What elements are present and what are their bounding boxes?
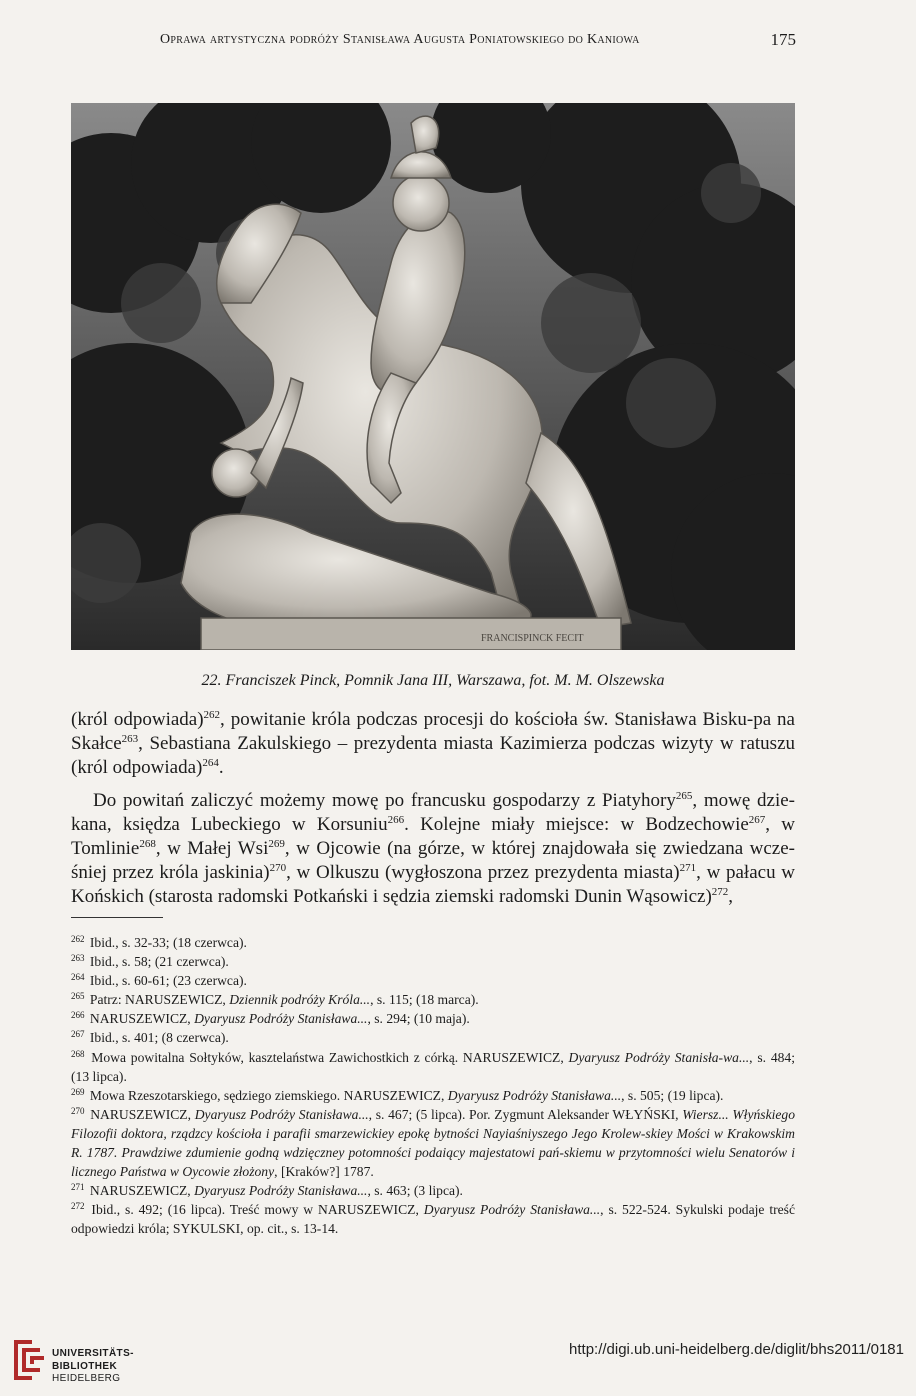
footnote-ref: 271: [679, 862, 697, 874]
digital-library-url[interactable]: http://digi.ub.uni-heidelberg.de/diglit/bhs2011/0181: [569, 1341, 904, 1358]
text-run: , w Małej Wsi: [155, 838, 269, 859]
footnote-ref: 269: [71, 1086, 85, 1097]
footnote: [71, 1048, 795, 1086]
text-run: , s. 505; (19 lipca).: [621, 1087, 724, 1103]
footnote: [71, 952, 795, 971]
running-head: [100, 30, 800, 52]
text-run: , w Ojcowie (na górze, w której znajdowała się zwiedzana wcze-śniej przez króla jaskinia): [71, 838, 795, 883]
library-mark-icon: [12, 1334, 48, 1382]
footnote: [71, 1181, 795, 1200]
body-text: [71, 708, 795, 909]
text-run: .: [218, 757, 224, 778]
text-run: , s. 294; (10 maja).: [367, 1011, 470, 1027]
library-name-line1: UNIVERSITÄTS-: [52, 1348, 134, 1359]
footnote-ref: 265: [675, 790, 693, 802]
footnote-ref: 267: [748, 814, 766, 826]
footnote-ref: 262: [203, 709, 221, 721]
footnote: [71, 971, 795, 990]
text-run: NARUSZEWICZ,: [86, 1106, 195, 1122]
text-run: , mowę dzie-kana, księdza Lubeckiego w Korsuniu: [71, 790, 796, 835]
text-run: , s. 484; (13 lipca).: [71, 1049, 795, 1084]
footnote: [71, 1009, 795, 1028]
footnote-ref: 264: [202, 757, 219, 769]
paragraph-1: [71, 708, 795, 780]
italic-title: Wiersz... Włyńskiego Filozofii doktora, rządzcy kościoła i parafii smarzewickiey epokę bytności Nayiaśniyszego Jego Krolew-skiey Mości w Krakowskim R. 1787. Prawdziwe zdumienie godną wdzięczney potomności podaiący majestatowi pań-skiemu w przytomności wielu Senatorów i licznego Państwa w Oycowie złożony: [71, 1106, 796, 1180]
text-run: Mowa powitalna Sołtyków, kasztelaństwa Zawichostkich z córką. NARUSZEWICZ,: [86, 1049, 569, 1065]
footnote: [71, 1086, 795, 1105]
text-run: , w Olkuszu (wygłoszona przez prezydenta miasta): [286, 862, 680, 883]
text-run: Ibid., s. 401; (8 czerwca).: [86, 1030, 229, 1046]
statue-signature: FRANCISPINCK FECIT: [481, 633, 584, 644]
text-run: Ibid., s. 32-33; (18 czerwca).: [86, 935, 247, 950]
text-run: Do powitań zaliczyć możemy mowę po francusku gospodarzy z Piatyhory: [93, 790, 676, 811]
footnote: [71, 990, 795, 1009]
library-logo: [12, 1334, 152, 1382]
page-number: 175: [770, 30, 796, 49]
text-run: , s. 463; (3 lipca).: [367, 1183, 463, 1199]
text-run: NARUSZEWICZ,: [86, 1183, 195, 1199]
italic-title: Dyaryusz Podróży Stanisława...: [194, 1183, 368, 1199]
italic-title: Dyaryusz Podróży Stanisława...: [447, 1087, 622, 1103]
figure-caption: 22. Franciszek Pinck, Pomnik Jana III, Warszawa, fot. M. M. Olszewska: [201, 672, 665, 689]
text-run: , powitanie króla podczas procesji do kościoła św. Stanisława Bisku-pa na Skałce: [71, 709, 795, 754]
footnote-rule: [71, 917, 163, 918]
footnotes: [71, 933, 795, 1239]
text-run: (król odpowiada): [71, 709, 204, 730]
footnote-ref: 269: [268, 838, 285, 850]
footnote: [71, 1105, 795, 1181]
text-run: Ibid., s. 492; (16 lipca). Treść mowy w NARUSZEWICZ,: [86, 1202, 424, 1218]
text-run: , w pałacu w Końskich (starosta radomski Potkański i sędzia ziemski radomski Dunin Wąsowicz): [71, 862, 795, 907]
text-run: , s. 522-524. Sykulski podaje treść odpowiedzi króla; SYKULSKI, op. cit., s. 13-14.: [71, 1202, 795, 1237]
footnote-ref: 266: [71, 1010, 85, 1021]
footnote: [71, 1200, 795, 1238]
footnote: [71, 933, 795, 952]
footnote-ref: 268: [139, 838, 156, 850]
paragraph-2: [71, 789, 795, 909]
footnote: [71, 1028, 795, 1047]
footnote-ref: 272: [711, 886, 729, 898]
text-run: Mowa Rzeszotarskiego, sędziego ziemskiego. NARUSZEWICZ,: [86, 1087, 448, 1103]
italic-title: Dyaryusz Podróży Stanisława...: [194, 1011, 368, 1027]
text-run: , [Kraków?] 1787.: [274, 1164, 374, 1180]
footnote-ref: 268: [71, 1048, 85, 1059]
footnote-ref: 271: [71, 1182, 85, 1193]
text-run: ,: [728, 886, 734, 907]
footnote-ref: 262: [71, 934, 85, 944]
text-run: Patrz: NARUSZEWICZ,: [86, 992, 230, 1008]
text-run: . Kolejne miały miejsce: w Bodzechowie: [404, 814, 749, 835]
text-run: NARUSZEWICZ,: [86, 1011, 195, 1027]
footnote-ref: 270: [71, 1105, 85, 1116]
library-name-line2: BIBLIOTHEK: [52, 1361, 118, 1372]
footnote-ref: 267: [71, 1029, 85, 1040]
footnote-ref: 263: [71, 953, 85, 964]
running-head-title: Oprawa artystyczna podróży Stanisława Augusta Poniatowskiego do Kaniowa: [160, 32, 640, 47]
footnote-ref: 263: [121, 733, 139, 745]
italic-title: Dziennik podróży Króla...: [229, 992, 371, 1008]
footnote-ref: 266: [387, 814, 405, 826]
library-name-line3: HEIDELBERG: [52, 1373, 121, 1384]
text-run: Ibid., s. 58; (21 czerwca).: [86, 954, 229, 970]
footnote-ref: 265: [71, 991, 85, 1002]
italic-title: Dyaryusz Podróży Stanisła-wa...: [568, 1049, 750, 1065]
statue-photograph: [71, 103, 795, 650]
italic-title: Dyaryusz Podróży Stanisława...: [423, 1202, 601, 1218]
text-run: , s. 115; (18 marca).: [370, 992, 479, 1008]
text-run: Ibid., s. 60-61; (23 czerwca).: [86, 973, 247, 989]
text-run: , Sebastiana Zakulskiego – prezydenta miasta Kazimierza podczas wizyty w ratuszu (król odpowiada): [71, 733, 795, 778]
text-run: , w Tomlinie: [71, 814, 795, 859]
footnote-ref: 264: [71, 972, 85, 983]
text-run: , s. 467; (5 lipca). Por. Zygmunt Aleksander WŁYŃSKI,: [368, 1106, 683, 1122]
footnote-ref: 270: [269, 862, 287, 874]
italic-title: Dyaryusz Podróży Stanisława...: [194, 1106, 369, 1122]
footnote-ref: 272: [71, 1201, 85, 1212]
